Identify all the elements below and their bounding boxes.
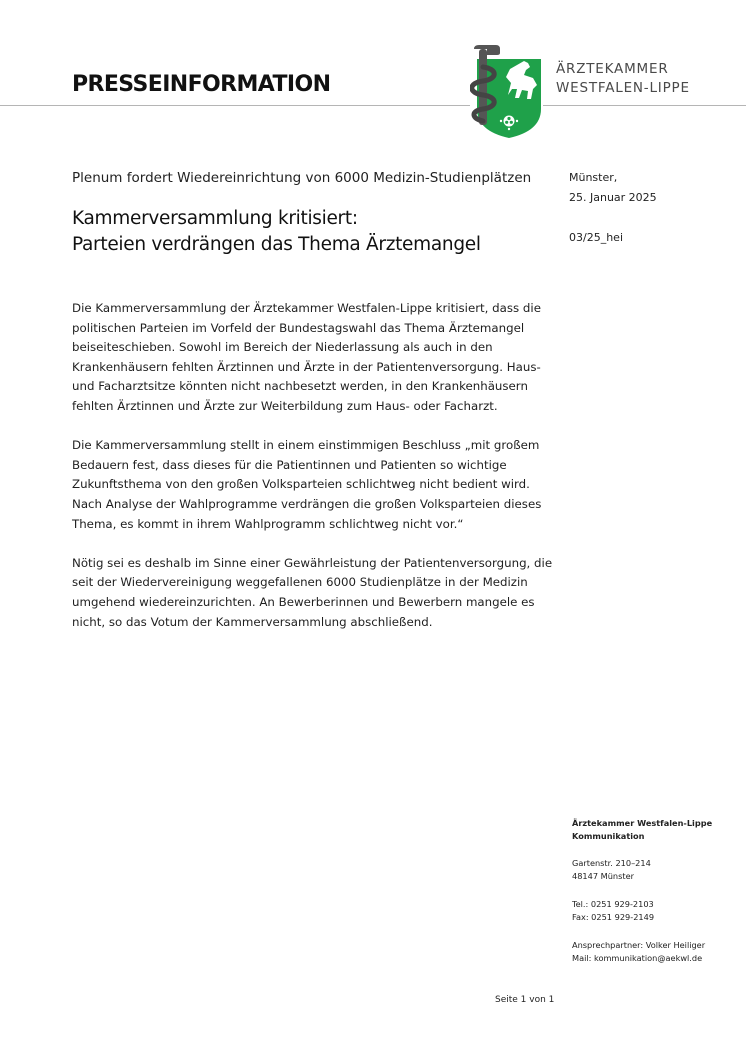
paragraph: Die Kammerversammlung der Ärztekammer Westfalen-Lippe kritisiert, dass die politischen Parteien im Vorfeld der Bundestagswahl das Thema Ärztemangel beiseiteschieben. Sowohl im Bereich der Niederlassung als auch in den Krankenhäusern fehlten Ärztinnen und Ärzte in der Patientenversorgung. Haus- und Facharztsitze könnten nicht nachbesetzt werden, in den Krankenhäusern fehlten Ärztinnen und Ärzte zur Weiterbildung zum Haus- oder Facharzt. [72,301,541,413]
document-title: PRESSEINFORMATION [72,72,331,97]
contact-org: Ärztekammer Westfalen-Lippe [572,818,713,828]
org-name-line1: ÄRZTEKAMMER [556,61,669,77]
headline-line1: Kammerversammlung kritisiert: [72,208,358,229]
meta-reference: 03/25_hei [569,231,623,244]
header-rule-right [543,105,746,106]
contact-person-block [572,939,705,964]
contact-address [572,857,651,882]
contact-person: Ansprechpartner: Volker Heiliger [572,940,706,950]
header-rule-left [0,105,470,106]
meta-date: 25. Januar 2025 [569,191,657,204]
contact-city: 48147 Münster [572,870,634,881]
paragraph: Nötig sei es deshalb im Sinne einer Gewährleistung der Patientenversorgung, die seit der Wiedervereinigung weggefallenen 6000 Studienplätze in der Medizin umgehend wiedereinzurichten. An Bewerberinnen und Bewerbern mangele es nicht, so das Votum der Kammerversammlung abschließend. [72,555,553,629]
contact-dept: Kommunikation [572,830,645,841]
contact-org-block [572,817,712,842]
contact-tel: Tel.: 0251 929-2103 [572,899,654,909]
contact-street: Gartenstr. 210–214 [572,858,651,868]
contact-mail[interactable]: Mail: kommunikation@aekwl.de [572,952,703,963]
headline-line2: Parteien verdrängen das Thema Ärztemangel [72,234,481,255]
article-headline [72,206,481,258]
paragraph: Die Kammerversammlung stellt in einem einstimmigen Beschluss „mit großem Bedauern fest, dass dieses für die Patientinnen und Patienten so wichtige Zukunftsthema von den großen Volksparteien schlichtweg nicht bedient wird. Nach Analyse der Wahlprogramme verdrängen die großen Volksparteien dieses Thema, es kommt in ihrem Wahlprogramm schlichtweg nicht vor.“ [72,438,542,531]
article-body [72,299,562,652]
aekwl-logo-icon [470,45,544,139]
article-subtitle: Plenum fordert Wiedereinrichtung von 6000 Medizin-Studienplätzen [72,170,532,186]
org-name [556,60,690,98]
page-number: Seite 1 von 1 [495,995,555,1005]
contact-phone [572,898,654,923]
meta-city: Münster, [569,171,618,184]
org-name-line2: WESTFALEN-LIPPE [556,80,690,96]
contact-fax: Fax: 0251 929-2149 [572,911,655,922]
